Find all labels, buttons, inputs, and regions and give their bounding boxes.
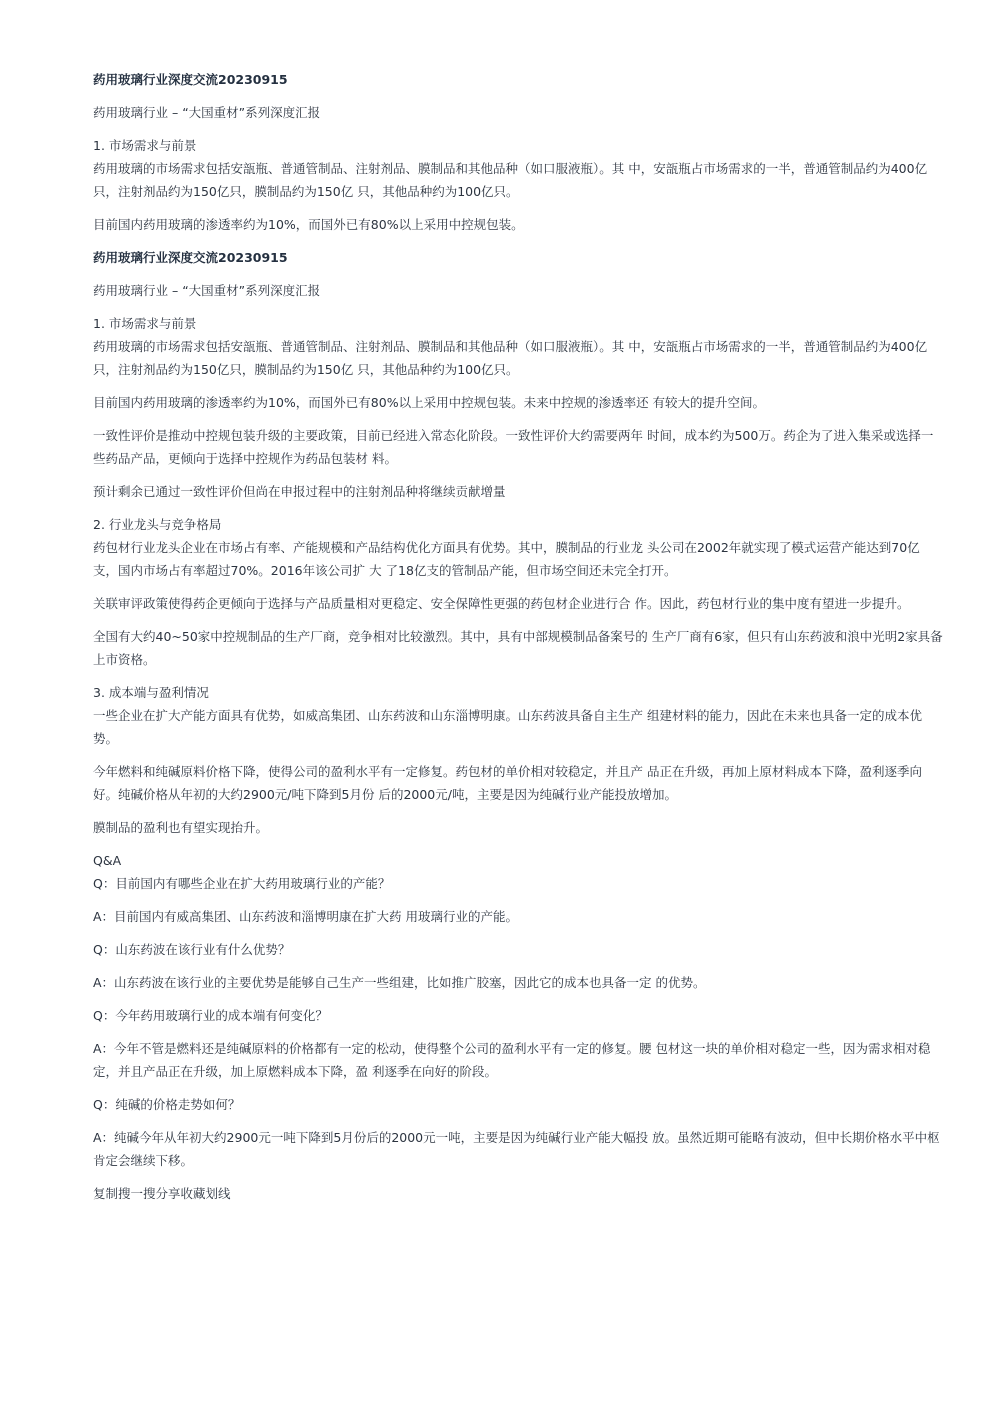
qa-answer-1: A：目前国内有威高集团、山东药波和淄博明康在扩大药 用玻璃行业的产能。	[93, 909, 519, 924]
qa-answer-4: A：纯碱今年从年初大约2900元一吨下降到5月份后的2000元一吨，主要是因为纯碱行业产能大幅投 放。虽然近期可能略有波动，但中长期价格水平中枢肯定会继续下移。	[93, 1130, 940, 1168]
paragraph-penetration-repeat: 目前国内药用玻璃的渗透率约为10%，而国外已有80%以上采用中控规包装。未来中控规的渗透率还 有较大的提升空间。	[93, 395, 766, 410]
paragraph-market-demand: 药用玻璃的市场需求包括安瓿瓶、普通管制品、注射剂品、膜制品和其他品种（如口服液瓶）。其 中，安瓿瓶占市场需求的一半，普通管制品约为400亿只，注射剂品约为150亿只，膜制品约为150亿 只，其他品种约为100亿只。	[93, 161, 928, 199]
paragraph-penetration: 目前国内药用玻璃的渗透率约为10%，而国外已有80%以上采用中控规包装。	[93, 217, 524, 232]
section-heading-market: 1. 市场需求与前景	[93, 138, 197, 153]
qa-question-2: Q：山东药波在该行业有什么优势？	[93, 942, 291, 957]
document-subtitle-repeat: 药用玻璃行业 – “大国重材”系列深度汇报	[93, 283, 321, 298]
paragraph-capacity-advantage: 一些企业在扩大产能方面具有优势，如威高集团、山东药波和山东淄博明康。山东药波具备自主生产 组建材料的能力，因此在未来也具备一定的成本优势。	[93, 708, 922, 746]
section-heading-cost: 3. 成本端与盈利情况	[93, 685, 209, 700]
qa-answer-3: A：今年不管是燃料还是纯碱原料的价格都有一定的松动，使得整个公司的盈利水平有一定的修复。腰 包材这一块的单价相对稳定一些，因为需求相对稳定，并且产品正在升级，加上原燃料成本下降，盈 利逐季在向好的阶段。	[93, 1041, 931, 1079]
document-title: 药用玻璃行业深度交流20230915	[93, 72, 288, 87]
paragraph-profit-recovery: 今年燃料和纯碱原料价格下降，使得公司的盈利水平有一定修复。药包材的单价相对较稳定，并且产 品正在升级，再加上原材料成本下降，盈利逐季向好。纯碱价格从年初的大约2900元/吨下降到5月份 后的2000元/吨，主要是因为纯碱行业产能投放增加。	[93, 764, 922, 802]
qa-heading: Q&A	[93, 853, 122, 868]
qa-answer-2: A：山东药波在该行业的主要优势是能够自己生产一些组建，比如推广胶塞，因此它的成本也具备一定 的优势。	[93, 975, 706, 990]
paragraph-membrane-profit: 膜制品的盈利也有望实现抬升。	[93, 820, 269, 835]
section-heading-leaders: 2. 行业龙头与竞争格局	[93, 517, 222, 532]
section-heading-market-repeat: 1. 市场需求与前景	[93, 316, 197, 331]
paragraph-competition: 全国有大约40~50家中控规制品的生产厂商，竞争相对比较激烈。其中，具有中部规模制品备案号的 生产厂商有6家，但只有山东药波和浪中光明2家具备上市资格。	[93, 629, 943, 667]
paragraph-consistency-evaluation: 一致性评价是推动中控规包装升级的主要政策，目前已经进入常态化阶段。一致性评价大约需要两年 时间，成本约为500万。药企为了进入集采或选择一些药品产品，更倾向于选择中控规作为药品包装材 料。	[93, 428, 934, 466]
qa-question-1: Q：目前国内有哪些企业在扩大药用玻璃行业的产能？	[93, 876, 391, 891]
paragraph-industry-leaders: 药包材行业龙头企业在市场占有率、产能规模和产品结构优化方面具有优势。其中，膜制品的行业龙 头公司在2002年就实现了模式运营产能达到70亿支，国内市场占有率超过70%。2016年该公司扩 大 了18亿支的管制品产能，但市场空间还未完全打开。	[93, 540, 920, 578]
paragraph-injection-increment: 预计剩余已通过一致性评价但尚在申报过程中的注射剂品种将继续贡献增量	[93, 484, 506, 499]
document-page	[93, 68, 943, 1215]
paragraph-market-demand-repeat: 药用玻璃的市场需求包括安瓿瓶、普通管制品、注射剂品、膜制品和其他品种（如口服液瓶）。其 中，安瓿瓶占市场需求的一半，普通管制品约为400亿只，注射剂品约为150亿只，膜制品约为150亿 只，其他品种约为100亿只。	[93, 339, 928, 377]
document-subtitle: 药用玻璃行业 – “大国重材”系列深度汇报	[93, 105, 321, 120]
document-title-repeat: 药用玻璃行业深度交流20230915	[93, 250, 288, 265]
qa-question-3: Q：今年药用玻璃行业的成本端有何变化？	[93, 1008, 328, 1023]
qa-question-4: Q：纯碱的价格走势如何？	[93, 1097, 241, 1112]
paragraph-related-review: 关联审评政策使得药企更倾向于选择与产品质量相对更稳定、安全保障性更强的药包材企业进行合 作。因此，药包材行业的集中度有望进一步提升。	[93, 596, 910, 611]
footer-actions-text: 复制搜一搜分享收藏划线	[93, 1186, 231, 1201]
